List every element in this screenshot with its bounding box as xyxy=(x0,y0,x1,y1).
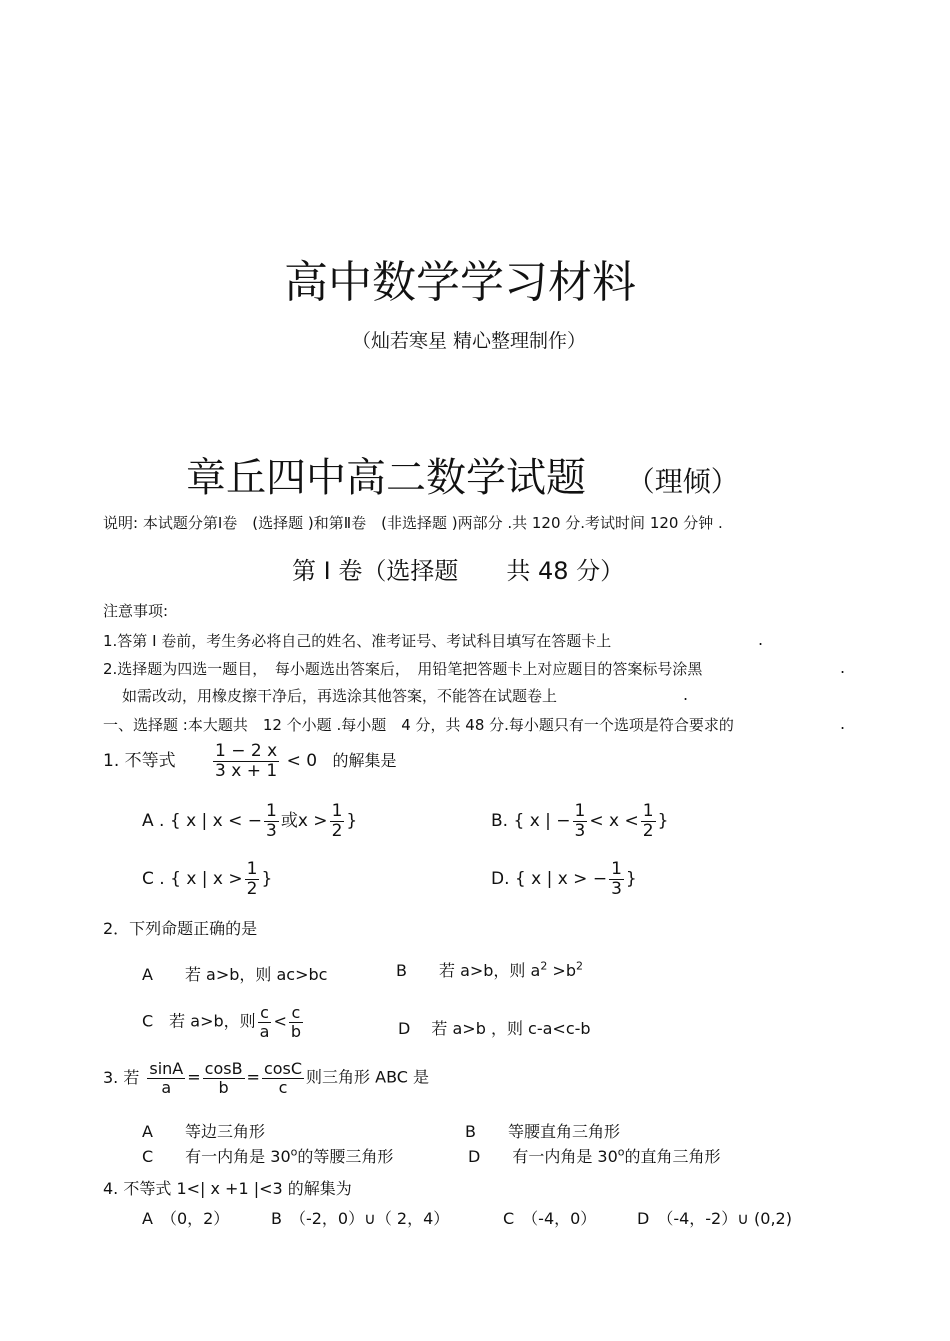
q3-frac2 xyxy=(203,1060,245,1096)
q1-label: 1. 不等式 xyxy=(103,751,176,772)
q2-b-exp2: 2 xyxy=(575,959,583,973)
q3-tail: 则三角形 ABC 是 xyxy=(306,1067,430,1087)
part1-intro: 一、选择题 :本大题共 12 个小题 .每小题 4 分，共 48 分.每小题只有一个选项是符合要求的 xyxy=(103,716,734,734)
q3-d-pre: D 有一内角是 30 xyxy=(468,1147,618,1166)
q3-eq1: = xyxy=(187,1067,201,1087)
q3-c-post: 的等腰三角形 xyxy=(297,1147,394,1166)
question-4: 4. 不等式 1<| x +1 |<3 的解集为 xyxy=(103,1179,352,1198)
q1-a-mid: 或x > xyxy=(280,811,328,832)
q1-b-post: } xyxy=(657,811,669,832)
q4-option-d: D （-4，-2）∪ (0,2) xyxy=(637,1209,792,1228)
notes-item-1-end: . xyxy=(758,630,764,649)
q3-option-a: A 等边三角形 xyxy=(142,1122,265,1141)
q1-b-label: B. xyxy=(491,811,509,832)
q1-a-post: } xyxy=(346,811,358,832)
q3-c-pre: C 有一内角是 30 xyxy=(142,1147,291,1166)
q1-a-d2: 2 xyxy=(331,820,343,841)
exam-title-tag: （理倾） xyxy=(626,465,739,498)
q3-d3: c xyxy=(278,1077,288,1097)
q3-n1: sinA xyxy=(149,1059,184,1078)
q1-c-post: } xyxy=(261,869,273,890)
q2-option-a: A 若 a>b，则 ac>bc xyxy=(142,965,328,984)
q2-c-d1: a xyxy=(259,1021,270,1041)
q1-b-d1: 3 xyxy=(574,820,586,841)
q2-option-b xyxy=(396,958,583,981)
q2-c-frac2 xyxy=(289,1004,303,1040)
section-title: 第 I 卷（选择题 共 48 分） xyxy=(292,557,625,585)
q3-option-c xyxy=(142,1144,393,1167)
part1-intro-end: . xyxy=(840,714,846,733)
notes-item-2-cont: 如需改动，用橡皮擦干净后，再选涂其他答案，不能答在试题卷上 xyxy=(122,687,558,705)
q1-d-d: 3 xyxy=(611,878,622,899)
q4-option-c: C （-4，0） xyxy=(503,1209,597,1228)
credit-line: （灿若寒星 精心整理制作） xyxy=(351,330,587,352)
q1-denominator: 3 x + 1 xyxy=(215,760,278,781)
q2-c-pre: C 若 a>b，则 xyxy=(142,1011,256,1031)
q2-b-mid: >b xyxy=(547,961,576,980)
notes-item-1: 1.答第 I 卷前，考生务必将自己的姓名、准考证号、考试科目填写在答题卡上 xyxy=(103,632,612,650)
q3-n3: cosC xyxy=(263,1059,303,1078)
q3-eq2: = xyxy=(246,1067,260,1087)
q1-b-pre: { x | − xyxy=(513,811,571,832)
question-3 xyxy=(103,1060,429,1096)
notes-item-2-end: . xyxy=(840,658,846,677)
q1-option-a xyxy=(142,802,357,840)
q1-relation: < 0 xyxy=(286,751,318,772)
exam-title xyxy=(186,446,739,503)
q1-b-frac2 xyxy=(641,802,656,840)
q3-d2: b xyxy=(218,1077,229,1097)
notes-heading: 注意事项: xyxy=(103,602,169,620)
main-title: 高中数学学习材料 xyxy=(284,257,636,308)
q1-option-d xyxy=(491,860,637,898)
q3-c-degree: o xyxy=(290,1145,298,1159)
q2-c-d2: b xyxy=(290,1021,302,1041)
q1-option-b xyxy=(491,802,668,840)
q3-option-d xyxy=(468,1144,721,1167)
q2-c-n1: c xyxy=(258,1004,272,1023)
q1-a-label: A . xyxy=(142,811,165,832)
q2-option-d: D 若 a>b ，则 c-a<c-b xyxy=(398,1019,591,1038)
q1-a-n1: 1 xyxy=(266,801,277,821)
q1-a-d1: 3 xyxy=(266,820,277,841)
q1-a-pre: { x | x < − xyxy=(169,811,263,832)
q1-d-label: D. xyxy=(491,869,510,890)
q1-d-n: 1 xyxy=(611,859,622,879)
q1-d-pre: { x | x > − xyxy=(514,869,608,890)
q1-c-label: C . xyxy=(142,869,165,890)
q2-c-n2: c xyxy=(289,1004,303,1023)
q2-c-rel: < xyxy=(273,1011,287,1031)
question-2: 2．下列命题正确的是 xyxy=(103,919,258,938)
exam-instructions: 说明: 本试题分第Ⅰ卷 (选择题 )和第Ⅱ卷 (非选择题 )两部分 .共 120 分.考试时间 120 分钟 . xyxy=(103,514,723,532)
q2-b-pre: B 若 a>b，则 a xyxy=(396,961,541,980)
q1-b-mid: < x < xyxy=(589,811,639,832)
q1-b-n1: 1 xyxy=(574,801,586,821)
q1-c-frac xyxy=(245,860,260,898)
exam-title-text: 章丘四中高二数学试题 xyxy=(186,455,586,501)
notes-item-2-cont-end: . xyxy=(683,685,689,704)
notes-item-2: 2.选择题为四选一题目， 每小题选出答案后， 用铅笔把答题卡上对应题目的答案标号涂黑 xyxy=(103,660,703,678)
q1-numerator: 1 − 2 x xyxy=(215,741,278,761)
q3-frac3 xyxy=(262,1060,304,1096)
q1-d-frac xyxy=(609,860,624,898)
q1-a-frac2 xyxy=(330,802,345,840)
q3-d-degree: o xyxy=(617,1145,625,1159)
q3-d1: a xyxy=(161,1077,172,1097)
q4-option-a: A （0，2） xyxy=(142,1209,230,1228)
q1-fraction xyxy=(213,742,279,780)
q1-b-frac1 xyxy=(573,802,588,840)
q1-c-d: 2 xyxy=(246,878,258,899)
q1-c-n: 1 xyxy=(246,859,258,879)
q1-b-d2: 2 xyxy=(642,820,654,841)
q1-a-frac1 xyxy=(264,802,279,840)
q1-tail: 的解集是 xyxy=(332,751,397,771)
q2-c-frac1 xyxy=(258,1004,272,1040)
q3-label: 3. 若 xyxy=(103,1067,140,1087)
q2-option-c xyxy=(142,1004,305,1040)
q1-b-n2: 1 xyxy=(642,801,654,821)
q3-n2: cosB xyxy=(204,1059,243,1078)
q3-frac1 xyxy=(147,1060,185,1096)
q2-b-exp1: 2 xyxy=(540,959,548,973)
q1-a-n2: 1 xyxy=(331,801,343,821)
q4-option-b: B （-2，0）∪（ 2，4） xyxy=(271,1209,450,1228)
q1-c-pre: { x | x > xyxy=(170,869,243,890)
question-1 xyxy=(103,742,396,780)
q3-d-post: 的直角三角形 xyxy=(624,1147,721,1166)
q1-option-c xyxy=(142,860,272,898)
q3-option-b: B 等腰直角三角形 xyxy=(465,1122,620,1141)
q1-d-post: } xyxy=(625,869,637,890)
